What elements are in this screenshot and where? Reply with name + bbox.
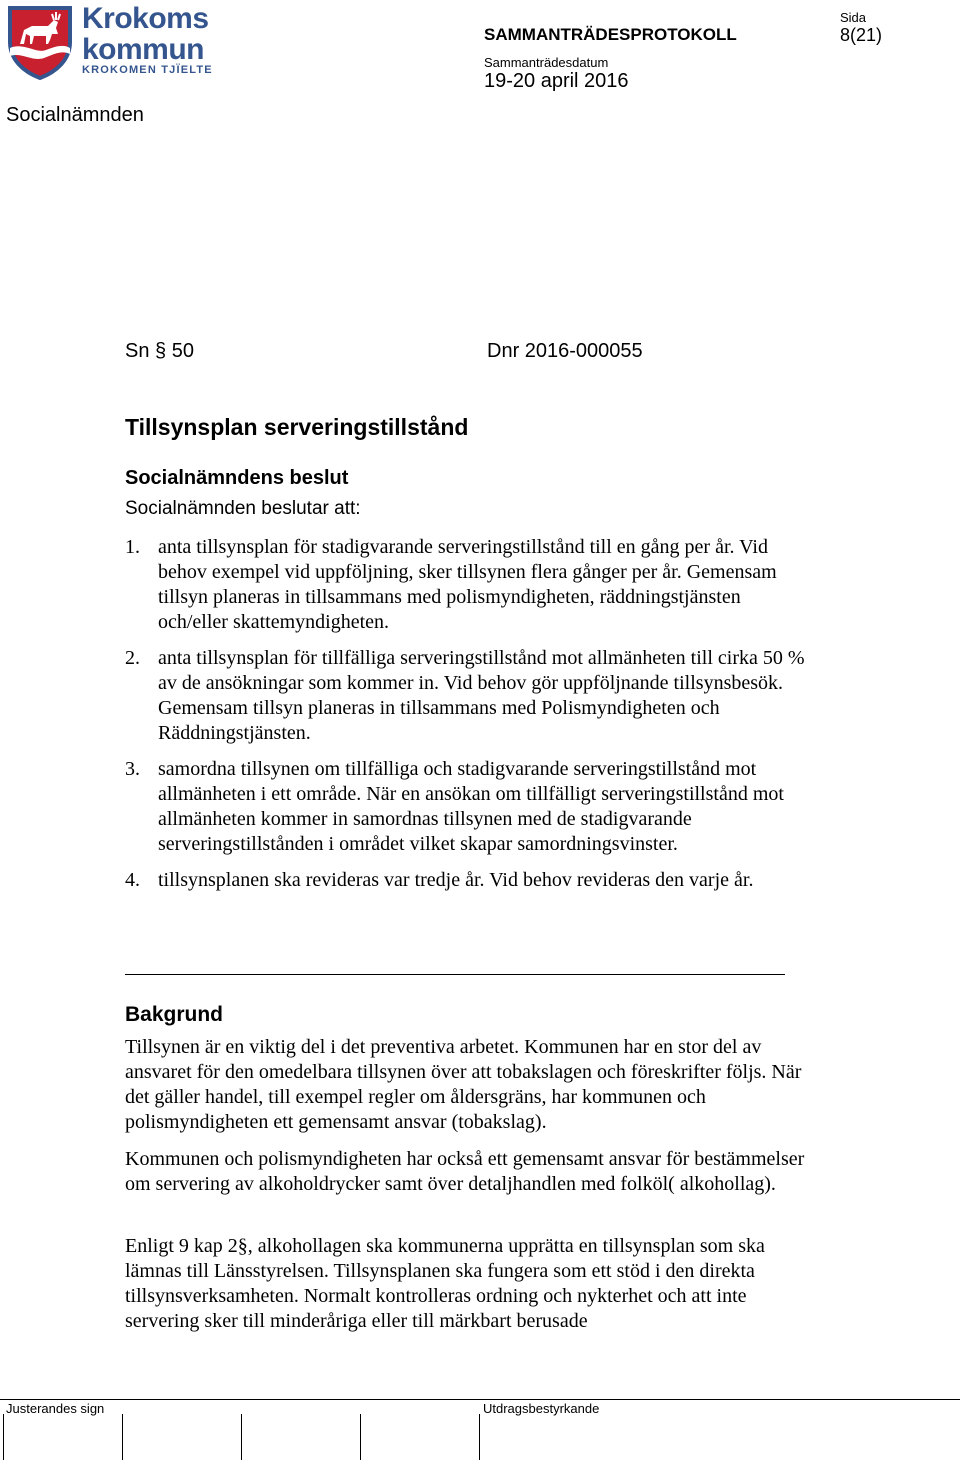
decision-intro: Socialnämnden beslutar att: <box>125 498 361 519</box>
list-item <box>125 757 815 857</box>
page-title: Tillsynsplan serveringstillstånd <box>125 414 469 440</box>
list-item-number: 4. <box>125 869 140 891</box>
background-paragraph: Kommunen och polismyndigheten har också ett gemensamt ansvar för bestämmelser om servering av alkoholdrycker samt över detaljhandlen med folköl( alkohollag). <box>125 1148 805 1195</box>
list-item-number: 1. <box>125 536 140 558</box>
list-item-text: samordna tillsynen om tillfälliga och stadigvarande serveringstillstånd mot allmänheten i ett område. När en ansökan om tillfälligt serveringstillstånd mot allmänheten kommer in samordnas tillsynen med de stadigvarande serveringstillstånden i området vilket skapar samordningsvinster. <box>158 758 784 855</box>
footer-divider <box>0 1399 960 1400</box>
list-item-text: anta tillsynsplan för tillfälliga serveringstillstånd mot allmänheten till cirka 50 % av de ansökningar som kommer in. Vid behov gör uppföljnande tillsynsbesök. Gemensam tillsyn planeras in tillsammans med Polismyndigheten och Räddningstjänsten. <box>158 647 805 744</box>
list-item <box>125 646 815 746</box>
logo-text-krokomen-tjielte: KROKOMEN TJÏELTE <box>82 64 213 76</box>
date-label: Sammanträdesdatum <box>484 55 609 70</box>
department-name: Socialnämnden <box>6 104 144 126</box>
signature-boxes <box>3 1414 480 1460</box>
crest-with-moose-icon <box>6 4 74 80</box>
list-item <box>125 535 815 635</box>
list-item-text: tillsynsplanen ska revideras var tredje år. Vid behov revideras den varje år. <box>158 869 754 891</box>
signature-box-divider <box>360 1414 361 1460</box>
background-heading: Bakgrund <box>125 1003 224 1026</box>
case-number: Sn § 50 <box>125 340 194 362</box>
signature-box-divider <box>122 1414 123 1460</box>
decision-heading: Socialnämndens beslut <box>125 467 349 489</box>
signature-box-divider <box>241 1414 242 1460</box>
logo-text-kommun: kommun <box>82 33 205 66</box>
date-value: 19-20 april 2016 <box>484 70 629 92</box>
signature-box-divider <box>3 1414 4 1460</box>
registration-number: Dnr 2016-000055 <box>487 340 643 362</box>
logo-text-krokoms: Krokoms <box>82 2 209 35</box>
background-paragraph: Tillsynen är en viktig del i det preventiva arbetet. Kommunen har en stor del av ansvaret för den omedelbara tillsynen över att tobakslagen och föreskrifter följs. När det gäller handel, till exempel regler om åldersgräns, har kommunen och polismyndigheten ett gemensamt ansvar (tobakslag). <box>125 1036 802 1133</box>
signature-label: Justerandes sign <box>6 1401 105 1416</box>
signature-box-divider <box>479 1414 480 1460</box>
list-item <box>125 868 815 893</box>
background-paragraph: Enligt 9 kap 2§, alkohollagen ska kommunerna upprätta en tillsynsplan som ska lämnas till Länsstyrelsen. Tillsynsplanen ska fungera som ett stöd i den direkta tillsynsverksamheten. Normalt kontrolleras ordning och nykterhet och att inte servering sker till minderåriga eller till märkbart berusade <box>125 1235 765 1332</box>
list-item-number: 2. <box>125 647 140 669</box>
decision-list <box>125 535 815 904</box>
list-item-number: 3. <box>125 758 140 780</box>
list-item-text: anta tillsynsplan för stadigvarande serveringstillstånd till en gång per år. Vid behov exempel vid uppföljning, sker tillsynen flera gånger per år. Gemensam tillsyn planeras in tillsammans med polismyndigheten, räddningstjänsten och/eller skattemyndigheten. <box>158 536 777 633</box>
page-label: Sida <box>840 10 867 25</box>
section-divider <box>125 974 785 975</box>
extract-label: Utdragsbestyrkande <box>483 1401 600 1416</box>
page-number: 8(21) <box>840 25 883 45</box>
document-type: SAMMANTRÄDESPROTOKOLL <box>484 25 737 44</box>
